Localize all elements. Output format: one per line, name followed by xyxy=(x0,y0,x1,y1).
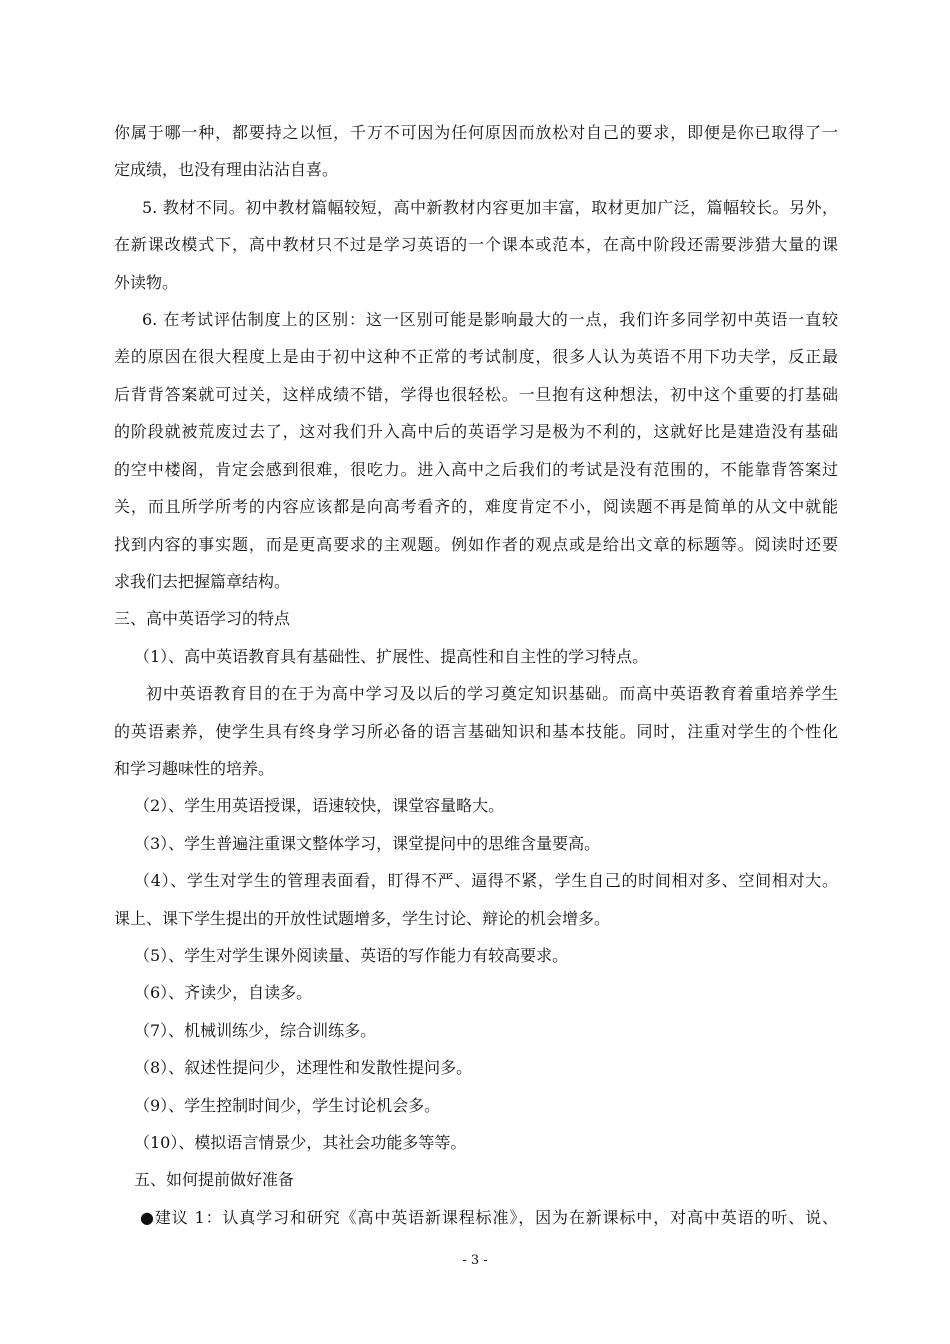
text-line: 差的原因在很大程度上是由于初中这种不正常的考试制度，很多人认为英语不用下功夫学，反正最 xyxy=(114,347,838,366)
text-line: 后背背答案就可过关，这样成绩不错，学得也很轻松。一旦抱有这种想法，初中这个重要的打基础 xyxy=(114,385,838,404)
text-line: （5）、学生对学生课外阅读量、英语的写作能力有较高要求。 xyxy=(134,946,569,965)
text-line: （10）、模拟语言情景少，其社会功能多等等。 xyxy=(134,1133,467,1152)
text-line: （1）、高中英语教育具有基础性、扩展性、提高性和自主性的学习特点。 xyxy=(134,647,649,666)
text-line: 找到内容的事实题，而是更高要求的主观题。例如作者的观点或是给出文章的标题等。阅读时还要 xyxy=(114,535,838,554)
text-line: （9）、学生控制时间少，学生讨论机会多。 xyxy=(134,1096,441,1115)
text-line: 的阶段就被荒废过去了，这对我们升入高中后的英语学习是极为不利的，这就好比是建造没有基础 xyxy=(114,422,838,441)
text-line: 5. 教材不同。初中教材篇幅较短，高中新教材内容更加丰富，取材更加广泛，篇幅较长。另外， xyxy=(142,198,838,217)
text-line: 求我们去把握篇章结构。 xyxy=(114,572,291,591)
text-line: 你属于哪一种，都要持之以恒，千万不可因为任何原因而放松对自己的要求，即便是你已取得了一 xyxy=(114,123,838,142)
text-line: 在新课改模式下，高中教材只不过是学习英语的一个课本或范本，在高中阶段还需要涉猎大量的课 xyxy=(114,235,838,254)
section-heading: 三、高中英语学习的特点 xyxy=(114,609,291,628)
text-line: 和学习趣味性的培养。 xyxy=(114,759,275,778)
text-line: （4）、学生对学生的管理表面看，盯得不严、逼得不紧，学生自己的时间相对多、空间相对大。 xyxy=(134,871,838,890)
text-line: （6）、齐读少，自读多。 xyxy=(134,983,313,1002)
text-line: （2）、学生用英语授课，语速较快，课堂容量略大。 xyxy=(134,796,505,815)
section-heading: 五、如何提前做好准备 xyxy=(134,1170,295,1189)
text-line: 关，而且所学所考的内容应该都是向高考看齐的，难度肯定不小，阅读题不再是简单的从文中就能 xyxy=(114,497,838,516)
text-line: 定成绩，也没有理由沾沾自喜。 xyxy=(114,160,339,179)
text-line: ●建议 1：认真学习和研究《高中英语新课程标准》，因为在新课标中，对高中英语的听、说、 xyxy=(140,1208,838,1227)
text-line: （8）、叙述性提问少，述理性和发散性提问多。 xyxy=(134,1058,473,1077)
text-line: 课上、课下学生提出的开放性试题增多，学生讨论、辩论的机会增多。 xyxy=(114,909,611,928)
page-number: - 3 - xyxy=(462,1253,488,1268)
text-line: 6. 在考试评估制度上的区别：这一区别可能是影响最大的一点，我们许多同学初中英语一直较 xyxy=(142,310,838,329)
text-line: 的英语素养，使学生具有终身学习所必备的语言基础知识和基本技能。同时，注重对学生的个性化 xyxy=(114,722,838,741)
text-line: 外读物。 xyxy=(114,273,179,292)
text-line: （7）、机械训练少，综合训练多。 xyxy=(134,1021,377,1040)
text-line: （3）、学生普遍注重课文整体学习，课堂提问中的思维含量要高。 xyxy=(134,834,601,853)
text-line: 的空中楼阁，肯定会感到很难，很吃力。进入高中之后我们的考试是没有范围的，不能靠背答案过 xyxy=(114,460,838,479)
text-line: 初中英语教育目的在于为高中学习及以后的学习奠定知识基础。而高中英语教育着重培养学生 xyxy=(146,684,838,703)
